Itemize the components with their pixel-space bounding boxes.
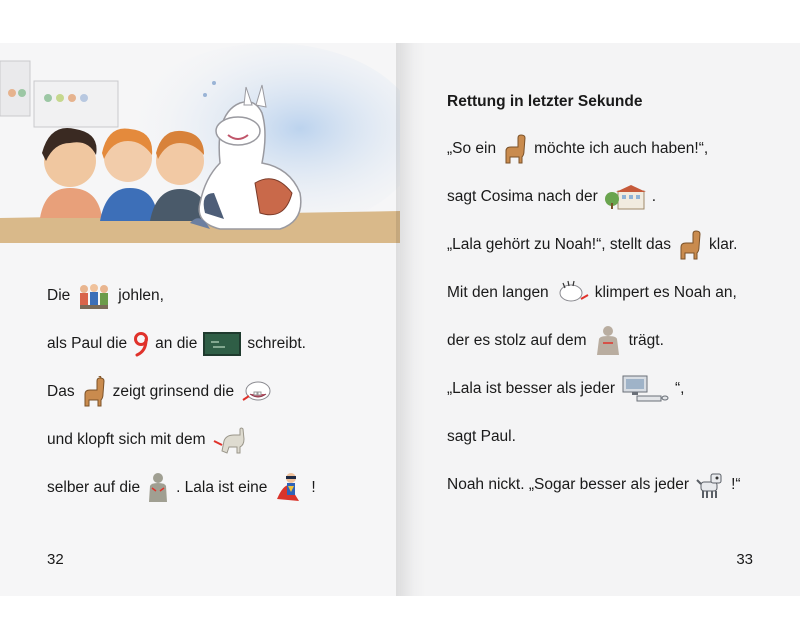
book-spread	[0, 43, 800, 596]
text-segment: schreibt.	[247, 335, 306, 352]
text-segment: selber auf die	[47, 479, 141, 496]
llama-icon	[677, 229, 703, 261]
text-segment: johlen,	[118, 287, 164, 304]
text-line	[47, 279, 164, 313]
text-segment: „Lala ist besser als jeder	[447, 380, 615, 397]
text-line	[447, 372, 684, 406]
text-segment: Noah nickt. „Sogar besser als jeder	[447, 476, 690, 493]
robot-dog-icon	[695, 470, 725, 500]
text-line	[47, 327, 306, 361]
hoof-icon	[212, 425, 248, 455]
text-segment: “,	[675, 380, 685, 397]
llama-icon	[81, 376, 107, 408]
text-segment: .	[651, 188, 657, 205]
llama-icon	[502, 133, 528, 165]
chapter-heading: Rettung in letzter Sekunde	[447, 93, 643, 110]
classroom-illustration	[0, 43, 400, 243]
text-line	[447, 324, 664, 358]
text-segment: der es stolz auf dem	[447, 332, 587, 349]
text-segment: Die	[47, 287, 71, 304]
text-segment: an die	[155, 335, 198, 352]
left-page	[0, 43, 400, 596]
school-icon	[604, 183, 646, 211]
text-segment: sagt Cosima nach der	[447, 188, 598, 205]
text-segment: Mit den langen	[447, 284, 549, 301]
text-segment: möchte ich auch haben!“,	[534, 140, 709, 157]
text-segment: „Lala gehört zu Noah!“, stellt das	[447, 236, 672, 253]
text-line	[447, 420, 516, 454]
text-line	[447, 132, 708, 166]
page-number: 33	[736, 551, 753, 568]
text-segment: zeigt grinsend die	[112, 383, 235, 400]
text-segment: „So ein	[447, 140, 497, 157]
book-gutter	[396, 43, 426, 596]
children-icon	[76, 281, 112, 311]
chalkboard-icon	[203, 332, 241, 356]
text-line	[47, 423, 254, 457]
text-segment: trägt.	[628, 332, 664, 349]
text-line	[47, 471, 316, 505]
text-segment: !	[311, 479, 316, 496]
teeth-icon	[240, 378, 274, 406]
eyelashes-icon	[555, 279, 589, 307]
text-line	[447, 468, 741, 502]
text-segment: sagt Paul.	[447, 428, 516, 445]
text-segment: . Lala ist eine	[176, 479, 268, 496]
superhero-icon	[273, 471, 305, 505]
computer-icon	[621, 374, 669, 404]
page-number: 32	[47, 551, 64, 568]
text-segment: klimpert es Noah an,	[594, 284, 737, 301]
text-segment: Das	[47, 383, 75, 400]
text-segment: klar.	[709, 236, 738, 253]
back-icon	[593, 325, 623, 357]
text-line	[447, 180, 656, 214]
number-nine-icon	[133, 331, 149, 357]
chest-icon	[146, 472, 170, 504]
text-segment: !“	[731, 476, 741, 493]
text-segment: und klopft sich mit dem	[47, 431, 206, 448]
text-line	[447, 276, 737, 310]
right-page	[400, 43, 800, 596]
text-segment: als Paul die	[47, 335, 128, 352]
text-line	[447, 228, 737, 262]
text-line	[47, 375, 280, 409]
